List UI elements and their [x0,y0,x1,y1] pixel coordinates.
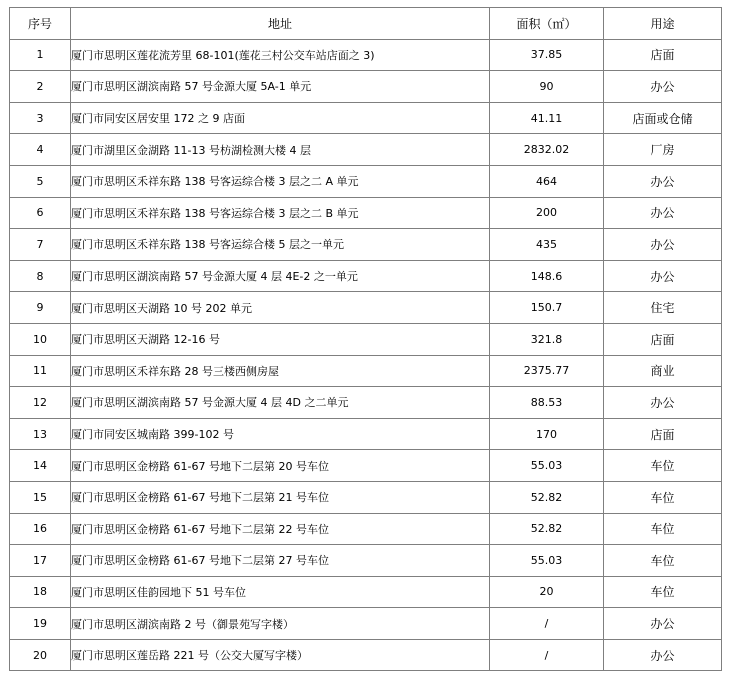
cell-address: 厦门市思明区禾祥东路 138 号客运综合楼 5 层之一单元 [71,229,490,261]
cell-area: 55.03 [490,450,604,482]
cell-no: 15 [10,481,71,513]
cell-no: 6 [10,197,71,229]
cell-use: 住宅 [604,292,722,324]
cell-no: 9 [10,292,71,324]
cell-area: 321.8 [490,323,604,355]
cell-no: 12 [10,387,71,419]
cell-use: 厂房 [604,134,722,166]
cell-use: 商业 [604,355,722,387]
table-row [10,639,722,671]
cell-use: 办公 [604,639,722,671]
cell-use: 车位 [604,513,722,545]
cell-no: 1 [10,39,71,71]
table-row [10,39,722,71]
cell-area: 37.85 [490,39,604,71]
cell-use: 车位 [604,481,722,513]
cell-area: 150.7 [490,292,604,324]
table-row [10,134,722,166]
header-area: 面积（㎡） [490,8,604,40]
cell-address: 厦门市思明区天湖路 10 号 202 单元 [71,292,490,324]
cell-use: 车位 [604,545,722,577]
table-row [10,513,722,545]
cell-address: 厦门市同安区居安里 172 之 9 店面 [71,102,490,134]
cell-address: 厦门市思明区湖滨南路 57 号金源大厦 5A-1 单元 [71,71,490,103]
cell-address: 厦门市思明区金榜路 61-67 号地下二层第 22 号车位 [71,513,490,545]
cell-use: 办公 [604,387,722,419]
cell-area: 435 [490,229,604,261]
cell-address: 厦门市湖里区金湖路 11-13 号枋湖检测大楼 4 层 [71,134,490,166]
table-row [10,323,722,355]
cell-use: 办公 [604,197,722,229]
cell-use: 店面 [604,418,722,450]
cell-no: 4 [10,134,71,166]
header-address: 地址 [71,8,490,40]
cell-area: 88.53 [490,387,604,419]
cell-no: 11 [10,355,71,387]
cell-use: 办公 [604,229,722,261]
cell-area: / [490,608,604,640]
cell-no: 7 [10,229,71,261]
cell-no: 10 [10,323,71,355]
cell-area: 2832.02 [490,134,604,166]
cell-address: 厦门市思明区禾祥东路 28 号三楼西侧房屋 [71,355,490,387]
header-use: 用途 [604,8,722,40]
cell-area: 170 [490,418,604,450]
header-no: 序号 [10,8,71,40]
cell-area: 464 [490,165,604,197]
cell-area: 52.82 [490,481,604,513]
table-row [10,576,722,608]
cell-no: 13 [10,418,71,450]
cell-address: 厦门市思明区湖滨南路 57 号金源大厦 4 层 4D 之二单元 [71,387,490,419]
table-row [10,71,722,103]
cell-use: 办公 [604,165,722,197]
cell-address: 厦门市思明区金榜路 61-67 号地下二层第 21 号车位 [71,481,490,513]
cell-use: 车位 [604,576,722,608]
cell-area: 200 [490,197,604,229]
cell-no: 14 [10,450,71,482]
cell-no: 8 [10,260,71,292]
table-row [10,197,722,229]
cell-no: 5 [10,165,71,197]
cell-area: 2375.77 [490,355,604,387]
cell-address: 厦门市思明区湖滨南路 57 号金源大厦 4 层 4E-2 之一单元 [71,260,490,292]
cell-no: 18 [10,576,71,608]
cell-area: 148.6 [490,260,604,292]
cell-address: 厦门市思明区湖滨南路 2 号（御景苑写字楼） [71,608,490,640]
cell-use: 办公 [604,260,722,292]
cell-no: 17 [10,545,71,577]
cell-area: 90 [490,71,604,103]
cell-address: 厦门市思明区金榜路 61-67 号地下二层第 27 号车位 [71,545,490,577]
table-row [10,387,722,419]
table-row [10,260,722,292]
table-row [10,418,722,450]
cell-use: 店面或仓储 [604,102,722,134]
cell-no: 3 [10,102,71,134]
cell-use: 店面 [604,39,722,71]
cell-area: 20 [490,576,604,608]
cell-use: 店面 [604,323,722,355]
table-row [10,545,722,577]
cell-use: 车位 [604,450,722,482]
cell-use: 办公 [604,71,722,103]
cell-address: 厦门市思明区佳韵园地下 51 号车位 [71,576,490,608]
cell-address: 厦门市思明区莲花流芳里 68-101(莲花三村公交车站店面之 3) [71,39,490,71]
cell-address: 厦门市思明区金榜路 61-67 号地下二层第 20 号车位 [71,450,490,482]
table-row [10,165,722,197]
table-row [10,450,722,482]
cell-no: 2 [10,71,71,103]
table-header-row [10,8,722,40]
cell-no: 19 [10,608,71,640]
cell-address: 厦门市思明区禾祥东路 138 号客运综合楼 3 层之二 B 单元 [71,197,490,229]
cell-area: / [490,639,604,671]
table-row [10,229,722,261]
cell-no: 20 [10,639,71,671]
cell-address: 厦门市思明区莲岳路 221 号（公交大厦写字楼） [71,639,490,671]
cell-address: 厦门市思明区天湖路 12-16 号 [71,323,490,355]
table-row [10,292,722,324]
cell-no: 16 [10,513,71,545]
cell-area: 41.11 [490,102,604,134]
table-row [10,608,722,640]
cell-address: 厦门市思明区禾祥东路 138 号客运综合楼 3 层之二 A 单元 [71,165,490,197]
cell-area: 52.82 [490,513,604,545]
table-row [10,355,722,387]
cell-use: 办公 [604,608,722,640]
table-row [10,102,722,134]
cell-area: 55.03 [490,545,604,577]
cell-address: 厦门市同安区城南路 399-102 号 [71,418,490,450]
table-row [10,481,722,513]
property-table [9,7,722,671]
